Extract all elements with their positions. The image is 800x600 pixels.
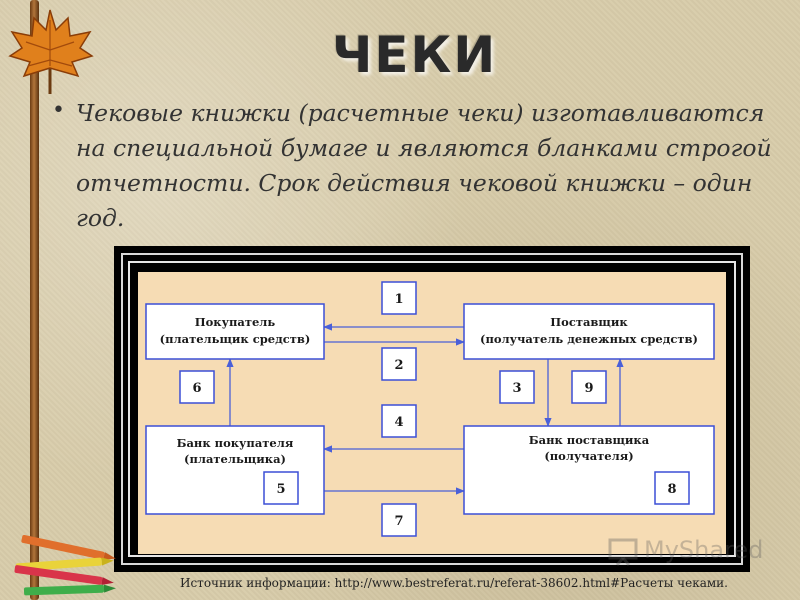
buyer-sublabel: (плательщик средств): [159, 332, 311, 346]
number-5: 5: [276, 482, 286, 497]
buyer-label: Покупатель: [194, 315, 276, 329]
bullet-text: Чековые книжки (расчетные чеки) изготавливаются на специальной бумаге и являются бланками строгой отчетности. Срок действия чековой книжки – один год.: [76, 99, 772, 232]
number-7: 7: [394, 514, 404, 529]
number-8: 8: [667, 482, 677, 497]
number-2: 2: [394, 358, 404, 373]
number-9: 9: [584, 381, 594, 396]
diagram-frame: [114, 246, 750, 572]
number-3: 3: [512, 381, 522, 396]
supplier-label: Поставщик: [550, 315, 628, 329]
bullet-marker: •: [52, 98, 65, 123]
watermark-text: MyShared: [644, 536, 764, 564]
payment-diagram: [138, 272, 726, 554]
number-1: 1: [394, 292, 404, 307]
slide-title: ЧЕКИ: [332, 26, 498, 84]
maple-leaf-icon: [4, 6, 96, 98]
supplier-bank-sublabel: (получателя): [544, 449, 634, 463]
diagram-svg: [138, 272, 726, 554]
supplier-sublabel: (получатель денежных средств): [480, 332, 698, 346]
buyer-bank-label: Банк покупателя: [176, 436, 294, 450]
source-caption: Источник информации: http://www.bestreferat.ru/referat-38602.html#Расчеты чеками.: [180, 576, 728, 590]
supplier-bank-label: Банк поставщика: [528, 433, 650, 447]
crayons-icon: [6, 532, 126, 600]
number-4: 4: [394, 415, 404, 430]
number-6: 6: [192, 381, 202, 396]
buyer-bank-sublabel: (плательщика): [184, 452, 286, 466]
presentation-board-icon: [608, 538, 640, 566]
watermark-logo: [608, 532, 778, 572]
